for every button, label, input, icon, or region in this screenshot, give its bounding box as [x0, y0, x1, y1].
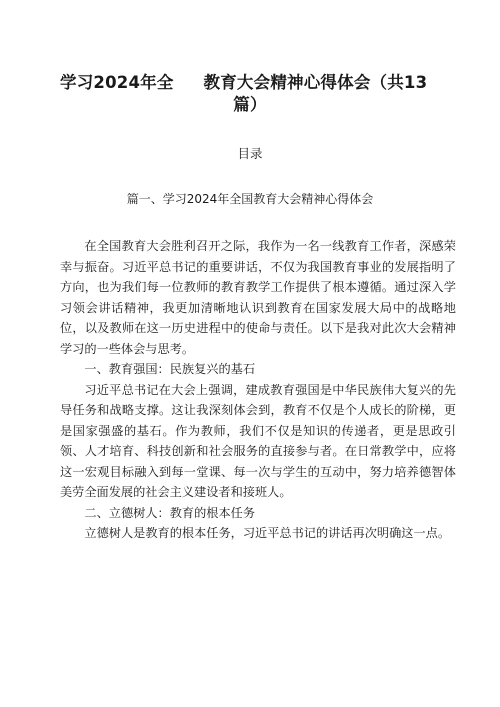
title-line-1 [60, 72, 450, 94]
paragraph-2: 立德树人是教育的根本任务，习近平总书记的讲话再次明确这一点。 [84, 526, 451, 540]
title-part-2: 教育大会精神心得体会（共13 [203, 73, 428, 92]
title-part-1: 学习2024年全 [60, 73, 174, 92]
toc-heading: 目录 [237, 146, 263, 161]
paragraph-intro: 在全国教育大会胜利召开之际，我作为一名一线教育工作者，深感荣幸与振奋。习近平总书记的重要讲话，不仅为我国教育事业的发展指明了方向，也为我们每一位教师的教育教学工作提供了根本遵循。通过深入学习领会讲话精神，我更加清晰地认识到教育在国家发展大局中的战略地位，以及教师在这一历史进程中的使命与责任。以下是我对此次大会精神学习的一些体会与思考。 [60, 239, 456, 356]
section-heading: 篇一、学习2024年全国教育大会精神心得体会 [126, 192, 374, 206]
document-body [60, 236, 456, 544]
subheading-1: 一、教育强国：民族复兴的基石 [84, 362, 256, 376]
title-line-2: 篇） [233, 95, 267, 114]
paragraph-1: 习近平总书记在大会上强调，建成教育强国是中华民族伟大复兴的先导任务和战略支撑。这让我深刻体会到，教育不仅是个人成长的阶梯，更是国家强盛的基石。作为教师，我们不仅是知识的传递者，更是思政引领、人才培育、科技创新和社会服务的直接参与者。在日常教学中，应将这一宏观目标融入到每一堂课、每一次与学生的互动中，努力培养德智体美劳全面发展的社会主义建设者和接班人。 [60, 382, 456, 499]
document-title [60, 72, 450, 116]
subheading-2: 二、立德树人：教育的根本任务 [84, 505, 256, 520]
